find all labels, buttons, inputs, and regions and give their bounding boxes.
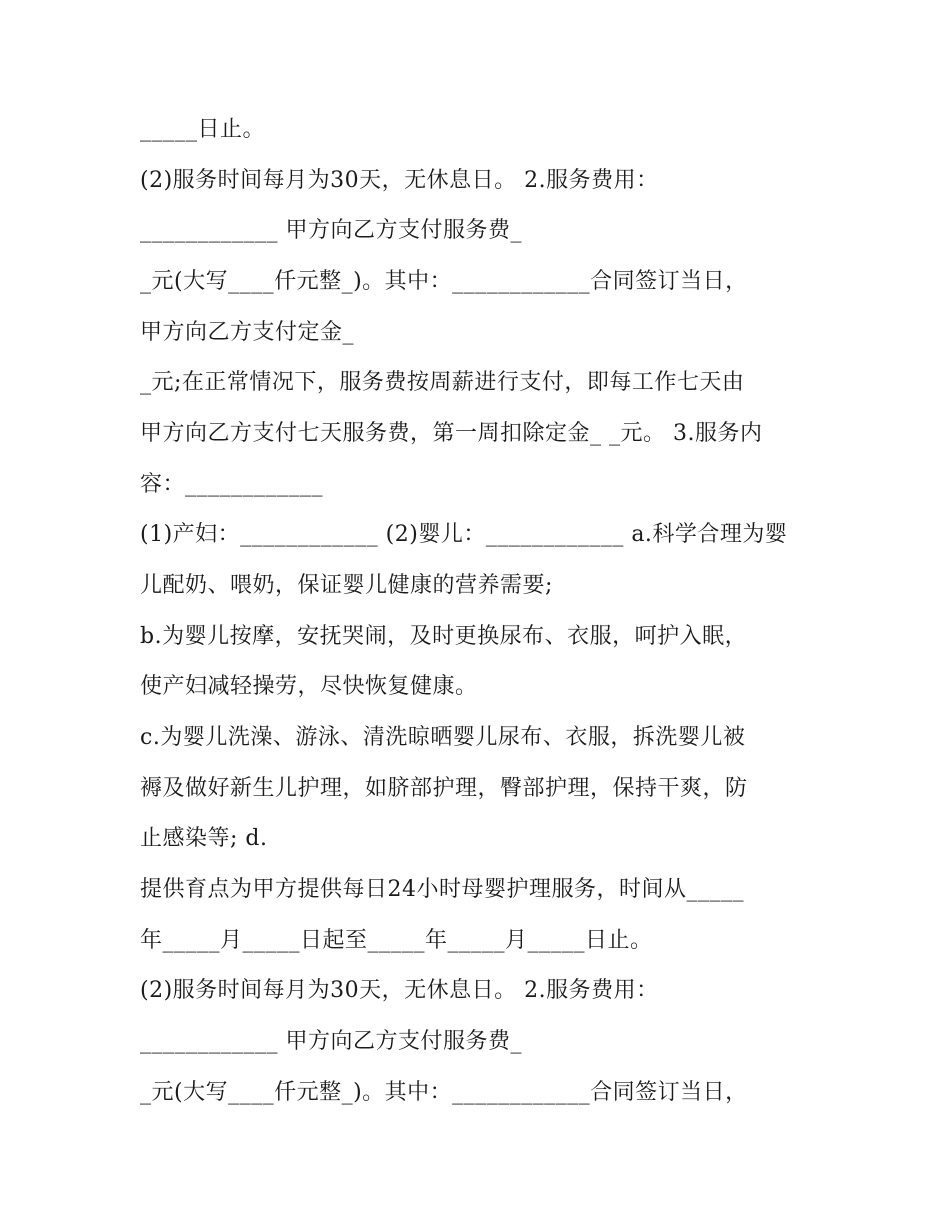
text-line: b.为婴儿按摩，安抚哭闹，及时更换尿布、衣服，呵护入眠，	[140, 624, 748, 649]
text-line: 褥及做好新生儿护理，如脐部护理，臀部护理，保持干爽，防	[140, 776, 748, 801]
text-line: 止感染等; d.	[140, 826, 268, 851]
text-line: 提供育点为甲方提供每日24小时母婴护理服务，时间从_____	[140, 877, 744, 902]
text-line: 年_____月_____日起至_____年_____月_____日止。	[140, 928, 653, 953]
text-line: c.为婴儿洗澡、游泳、清洗晾晒婴儿尿布、衣服，拆洗婴儿被	[140, 725, 746, 750]
text-line: 甲方向乙方支付七天服务费，第一周扣除定金_ _元。 3.服务内	[140, 421, 763, 446]
text-line: _元(大写____仟元整_)。其中：____________合同签订当日，	[140, 1080, 748, 1105]
text-line: ____________ 甲方向乙方支付服务费_	[140, 218, 522, 243]
text-line: 儿配奶、喂奶，保证婴儿健康的营养需要;	[140, 573, 553, 598]
text-line: 容：____________	[140, 472, 324, 497]
text-line: _元(大写____仟元整_)。其中：____________合同签订当日，	[140, 269, 748, 294]
text-line: (2)服务时间每月为30天，无休息日。 2.服务费用：	[140, 168, 659, 193]
text-line: (2)服务时间每月为30天，无休息日。 2.服务费用：	[140, 978, 659, 1003]
text-line: ____________ 甲方向乙方支付服务费_	[140, 1029, 522, 1054]
text-line: (1)产妇：____________ (2)婴儿：____________ a.科学合理为婴	[140, 522, 788, 547]
text-line: _____日止。	[140, 117, 266, 142]
text-line: _元;在正常情况下，服务费按周薪进行支付，即每工作七天由	[140, 370, 745, 395]
text-line: 使产妇减轻操劳，尽快恢复健康。	[140, 674, 478, 699]
text-line: 甲方向乙方支付定金_	[140, 320, 355, 345]
